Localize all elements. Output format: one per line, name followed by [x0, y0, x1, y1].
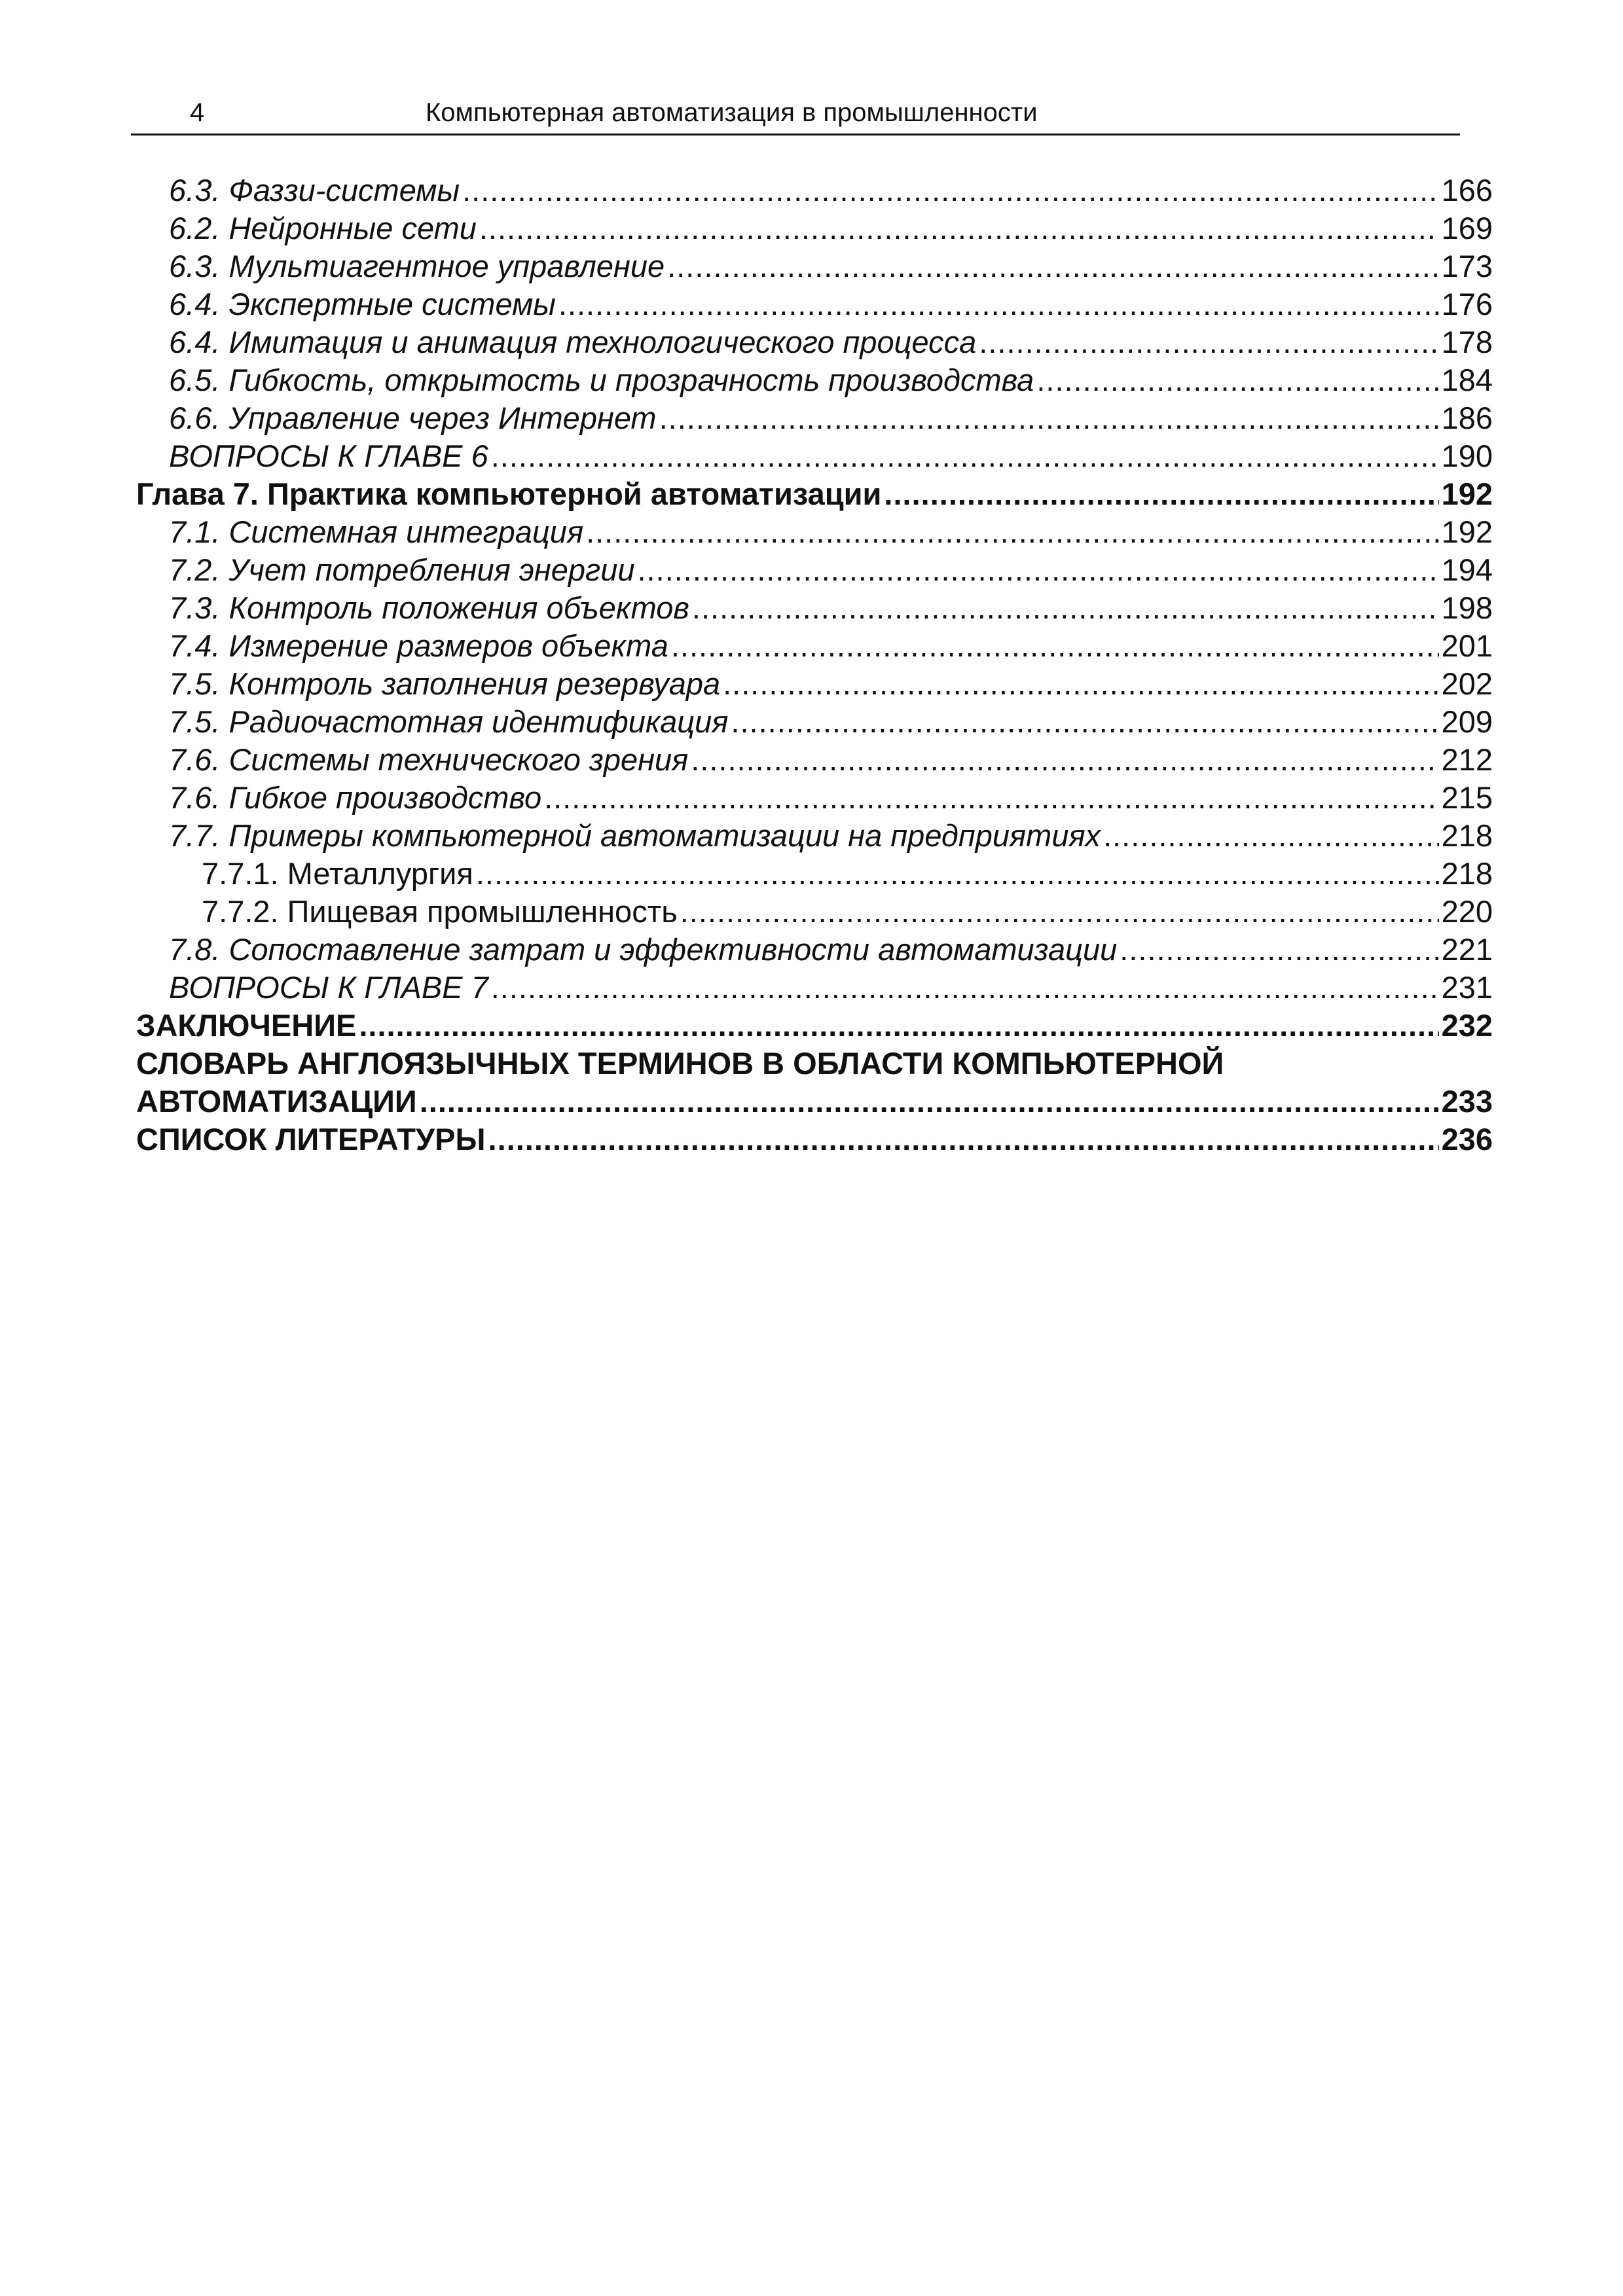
toc-entry-title: 7.7. Примеры компьютерной автоматизации на предприятиях — [169, 818, 1101, 853]
toc-entry-title: 6.6. Управление через Интернет — [169, 401, 657, 435]
toc-entry[interactable] — [136, 589, 1493, 627]
dot-leader — [1036, 361, 1438, 399]
dot-leader — [671, 627, 1439, 665]
running-title: Компьютерная автоматизация в промышленности — [426, 98, 1038, 127]
toc-entry-title: АВТОМАТИЗАЦИИ — [136, 1084, 417, 1119]
toc-entry[interactable] — [136, 437, 1493, 475]
toc-entry-page: 186 — [1441, 401, 1493, 435]
toc-entry[interactable] — [136, 513, 1493, 551]
toc-entry[interactable] — [136, 931, 1493, 969]
toc-entry-page: 178 — [1441, 325, 1493, 359]
toc-entry[interactable] — [136, 627, 1493, 665]
toc-entry-page: 169 — [1441, 211, 1493, 245]
toc-entry-page: 221 — [1441, 932, 1493, 967]
toc-subentry[interactable] — [136, 855, 1493, 893]
dot-leader — [491, 969, 1439, 1007]
toc-entry-page: 215 — [1441, 780, 1493, 815]
toc-entry-title: 6.4. Экспертные системы — [169, 287, 556, 321]
dot-leader — [1103, 817, 1439, 855]
toc-entry[interactable] — [136, 703, 1493, 741]
toc-entry-page: 218 — [1441, 856, 1493, 891]
toc-chapter-entry[interactable] — [136, 475, 1493, 513]
toc-entry-page: 201 — [1441, 628, 1493, 663]
toc-entry-title: 7.5. Контроль заполнения резервуара — [169, 666, 721, 701]
toc-entry[interactable] — [136, 361, 1493, 399]
toc-entry-title: 7.8. Сопоставление затрат и эффективности автоматизации — [169, 932, 1118, 967]
toc-subentry[interactable] — [136, 893, 1493, 931]
toc-entry[interactable] — [136, 171, 1493, 209]
toc-entry-page: 220 — [1441, 894, 1493, 929]
toc-entry-title: 7.1. Системная интеграция — [169, 514, 584, 549]
toc-entry[interactable] — [136, 817, 1493, 855]
toc-entry[interactable] — [136, 665, 1493, 703]
toc-entry[interactable] — [136, 741, 1493, 779]
toc-entry-title: 6.3. Мультиагентное управление — [169, 249, 665, 283]
dot-leader — [420, 1083, 1439, 1121]
dot-leader — [723, 665, 1438, 703]
toc-chapter-title-line[interactable] — [136, 1045, 1493, 1083]
dot-leader — [491, 437, 1439, 475]
toc-entry-page: 176 — [1441, 287, 1493, 321]
toc-entry-page: 173 — [1441, 249, 1493, 283]
toc-entry-title: 7.5. Радиочастотная идентификация — [169, 704, 729, 739]
toc-entry-title: ВОПРОСЫ К ГЛАВЕ 7 — [169, 970, 488, 1005]
toc-entry[interactable] — [136, 779, 1493, 817]
toc-entry-title: 7.3. Контроль положения объектов — [169, 590, 689, 625]
toc-entry-page: 231 — [1441, 970, 1493, 1005]
toc-entry-page: 190 — [1441, 439, 1493, 473]
toc-entry-title: 7.7.1. Металлургия — [202, 856, 473, 891]
dot-leader — [476, 855, 1439, 893]
toc-entry[interactable] — [136, 551, 1493, 589]
dot-leader — [1120, 931, 1438, 969]
dot-leader — [691, 741, 1438, 779]
toc-entry-page: 218 — [1441, 818, 1493, 853]
toc-entry[interactable] — [136, 247, 1493, 285]
toc-entry-title: Глава 7. Практика компьютерной автоматизации — [136, 476, 882, 511]
page-header — [131, 93, 1460, 135]
dot-leader — [462, 171, 1438, 209]
toc-entry-title: 7.7.2. Пищевая промышленность — [202, 894, 678, 929]
toc-entry-title: 7.6. Гибкое производство — [169, 780, 542, 815]
toc-entry-page: 198 — [1441, 590, 1493, 625]
toc-entry-page: 192 — [1441, 476, 1493, 511]
toc-entry[interactable] — [136, 323, 1493, 361]
table-of-contents — [136, 171, 1493, 1158]
toc-entry-title: ЗАКЛЮЧЕНИЕ — [136, 1008, 357, 1043]
toc-entry-page: 236 — [1441, 1122, 1493, 1157]
toc-entry[interactable] — [136, 969, 1493, 1007]
dot-leader — [586, 513, 1439, 551]
dot-leader — [692, 589, 1439, 627]
toc-entry[interactable] — [136, 285, 1493, 323]
dot-leader — [488, 1121, 1439, 1158]
toc-entry-page: 209 — [1441, 704, 1493, 739]
dot-leader — [479, 209, 1439, 247]
toc-entry[interactable] — [136, 209, 1493, 247]
toc-entry-page: 192 — [1441, 514, 1493, 549]
toc-entry-title: 7.2. Учет потребления энергии — [169, 552, 635, 587]
toc-entry-title: 7.4. Измерение размеров объекта — [169, 628, 668, 663]
toc-entry-title: ВОПРОСЫ К ГЛАВЕ 6 — [169, 439, 488, 473]
toc-entry-title: 6.5. Гибкость, открытость и прозрачность производства — [169, 363, 1034, 397]
toc-entry[interactable] — [136, 399, 1493, 437]
toc-chapter-entry[interactable] — [136, 1083, 1493, 1121]
toc-entry-page: 212 — [1441, 742, 1493, 777]
dot-leader — [359, 1007, 1438, 1045]
dot-leader — [884, 475, 1438, 513]
toc-entry-title: СПИСОК ЛИТЕРАТУРЫ — [136, 1122, 486, 1157]
toc-entry-page: 166 — [1441, 173, 1493, 207]
toc-entry-title-line1: СЛОВАРЬ АНГЛОЯЗЫЧНЫХ ТЕРМИНОВ В ОБЛАСТИ КОМПЬЮТЕРНОЙ — [136, 1046, 1224, 1081]
toc-chapter-entry[interactable] — [136, 1007, 1493, 1045]
dot-leader — [979, 323, 1438, 361]
toc-entry-title: 7.6. Системы технического зрения — [169, 742, 689, 777]
dot-leader — [667, 247, 1438, 285]
dot-leader — [544, 779, 1438, 817]
toc-entry-page: 184 — [1441, 363, 1493, 397]
dot-leader — [659, 399, 1439, 437]
page-number: 4 — [190, 98, 205, 127]
toc-entry-title: 6.2. Нейронные сети — [169, 211, 477, 245]
dot-leader — [637, 551, 1438, 589]
toc-entry-page: 232 — [1441, 1008, 1493, 1043]
toc-chapter-entry[interactable] — [136, 1121, 1493, 1158]
toc-entry-title: 6.4. Имитация и анимация технологического процесса — [169, 325, 977, 359]
dot-leader — [558, 285, 1439, 323]
toc-entry-page: 202 — [1441, 666, 1493, 701]
toc-entry-page: 233 — [1441, 1084, 1493, 1119]
toc-entry-page: 194 — [1441, 552, 1493, 587]
dot-leader — [731, 703, 1438, 741]
toc-entry-title: 6.3. Фаззи-системы — [169, 173, 460, 207]
dot-leader — [680, 893, 1439, 931]
